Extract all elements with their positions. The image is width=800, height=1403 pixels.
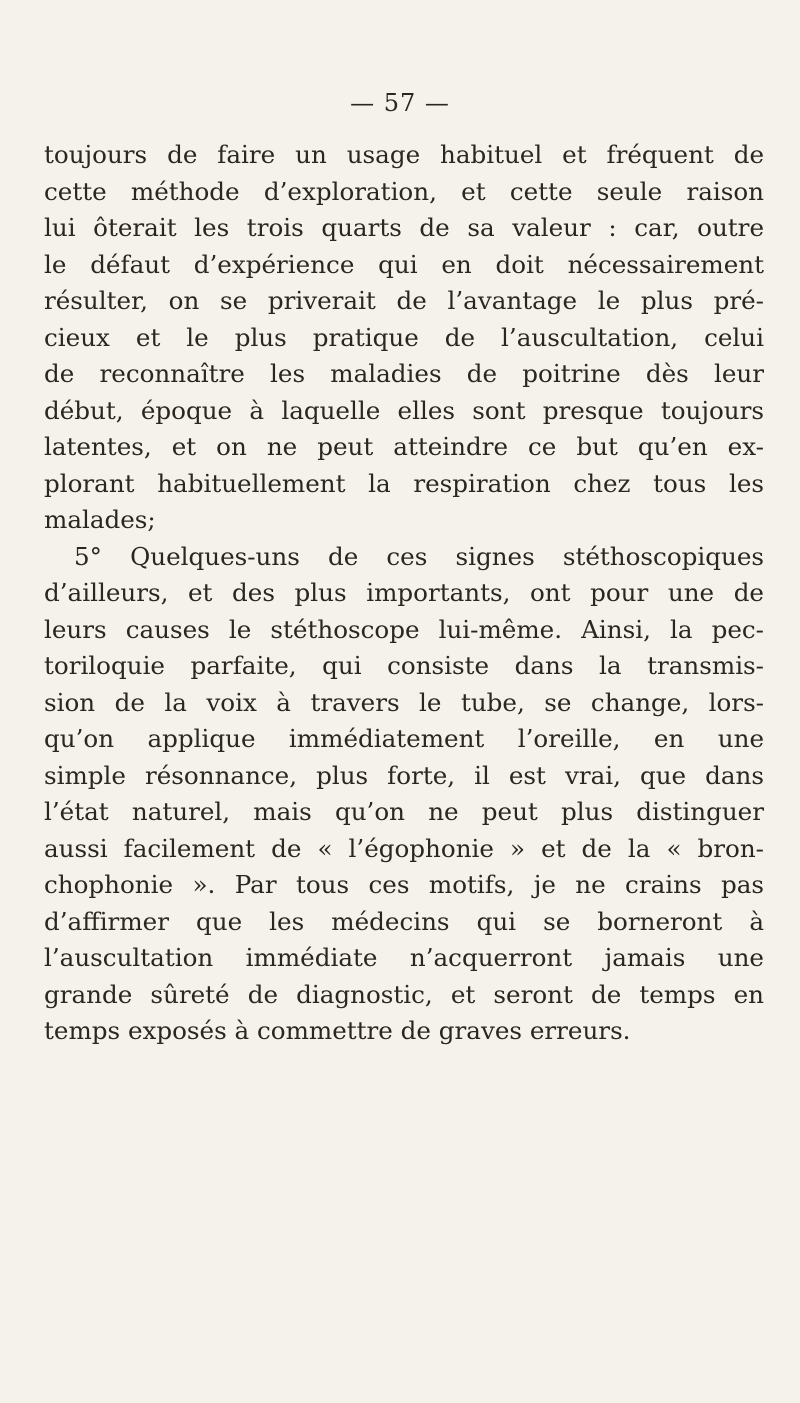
page-number: — 57 — (350, 89, 450, 117)
text-line: résulter, on se priverait de l’avantage le plus pré- (44, 286, 764, 315)
text-line: toriloquie parfaite, qui consiste dans la transmis- (44, 651, 764, 680)
text-line: latentes, et on ne peut atteindre ce but qu’en ex- (44, 432, 764, 461)
text-line: cieux et le plus pratique de l’auscultation, celui (44, 322, 764, 352)
text-line: lui ôterait les trois quarts de sa valeur : car, outre (44, 213, 764, 242)
text-line: l’état naturel, mais qu’on ne peut plus distinguer (44, 797, 764, 826)
text-line: plorant habituellement la respiration chez tous les (44, 468, 764, 498)
text-line: grande sûreté de diagnostic, et seront de temps en (44, 979, 764, 1009)
text-line: d’ailleurs, et des plus importants, ont pour une de (44, 578, 764, 607)
text-line: d’affirmer que les médecins qui se borneront à (44, 906, 764, 936)
text-line: chophonie ». Par tous ces motifs, je ne crains pas (44, 870, 764, 899)
text-line: sion de la voix à travers le tube, se change, lors- (44, 687, 764, 717)
text-line: qu’on applique immédiatement l’oreille, en une (44, 724, 764, 753)
text-line: aussi facilement de « l’égophonie » et de la « bron- (44, 833, 764, 863)
paragraph-end-line: temps exposés à commettre de graves erreurs. (44, 1016, 631, 1045)
text-line: l’auscultation immédiate n’acquerront jamais une (44, 943, 764, 972)
text-line: simple résonnance, plus forte, il est vrai, que dans (44, 760, 764, 790)
paragraph-start-line: 5° Quelques-uns de ces signes stéthoscopiques (74, 541, 764, 571)
text-line: de reconnaître les maladies de poitrine dès leur (44, 359, 764, 388)
body-text (44, 137, 764, 1050)
text-line: cette méthode d’exploration, et cette seule raison (44, 176, 764, 206)
text-line: leurs causes le stéthoscope lui-même. Ainsi, la pec- (44, 614, 764, 644)
text-line: début, époque à laquelle elles sont presque toujours (44, 395, 764, 425)
text-line: toujours de faire un usage habituel et fréquent de (44, 140, 764, 169)
paragraph-end-line: malades; (44, 505, 156, 534)
text-line: le défaut d’expérience qui en doit nécessairement (44, 249, 764, 279)
